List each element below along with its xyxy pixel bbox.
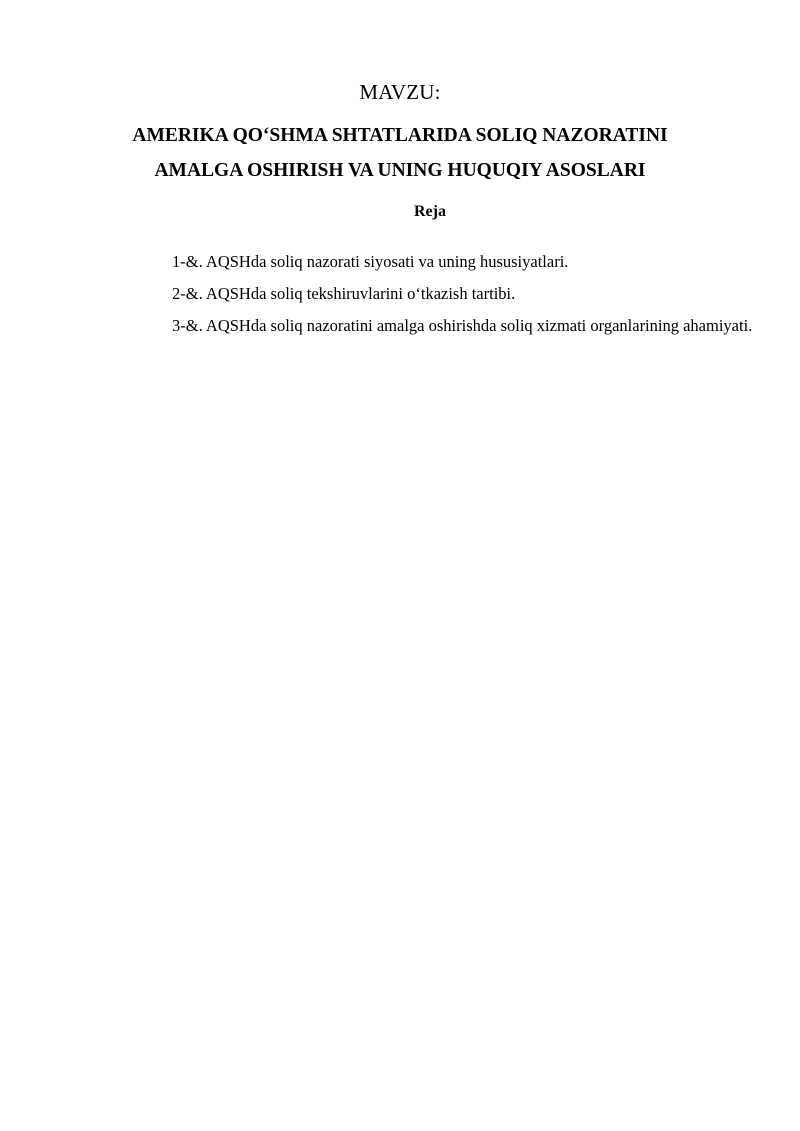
plan-item-1: 1-&. AQSHda soliq nazorati siyosati va uning hususiyatlari. — [172, 252, 569, 271]
title-line-2: AMALGA OSHIRISH VA UNING HUQUQIY ASOSLARI — [154, 160, 646, 181]
plan-heading: Reja — [414, 203, 446, 220]
plan-item-3: 3-&. AQSHda soliq nazoratini amalga oshirishda soliq xizmati organlarining ahamiyati. — [172, 316, 753, 335]
plan-list — [115, 246, 755, 342]
title-line-1: AMERIKA QO‘SHMA SHTATLARIDA SOLIQ NAZORATINI — [132, 125, 668, 146]
document-title — [40, 118, 760, 188]
plan-item-2: 2-&. AQSHda soliq tekshiruvlarini o‘tkazish tartibi. — [172, 284, 516, 303]
topic-heading: MAVZU: — [359, 80, 441, 104]
